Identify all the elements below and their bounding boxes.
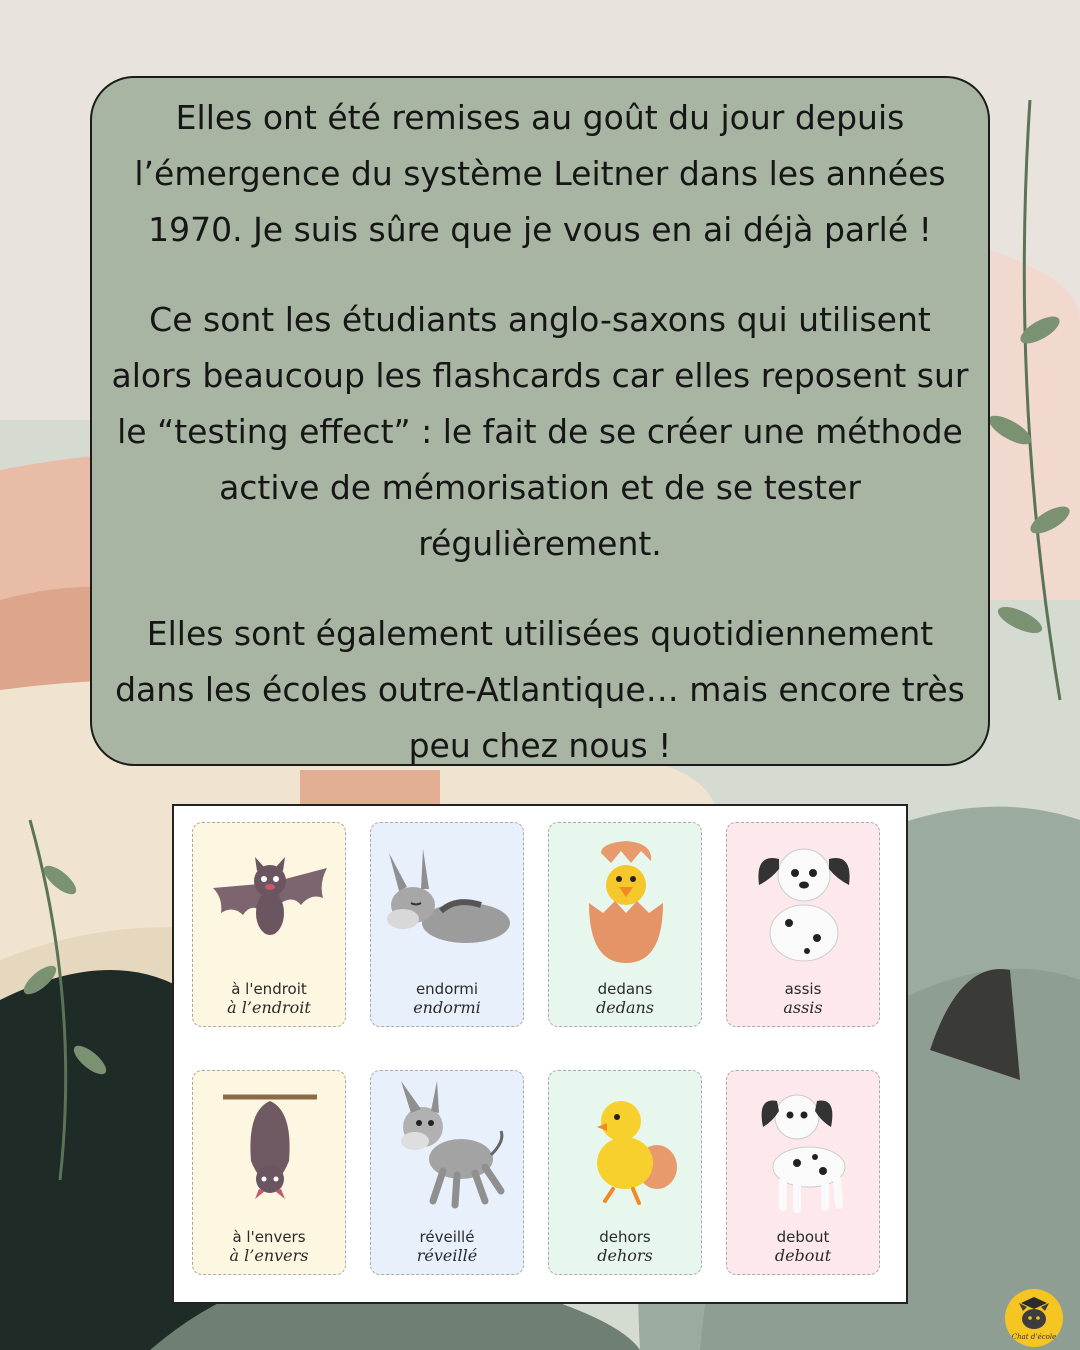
card-label-cursive: dehors bbox=[597, 1246, 653, 1265]
flashcard-endormi bbox=[370, 822, 524, 1027]
chick-outside-icon bbox=[549, 1071, 702, 1221]
bat-hanging-icon bbox=[193, 1071, 346, 1221]
flashcard-dedans bbox=[548, 822, 702, 1027]
logo-text: Chat d’école bbox=[1011, 1333, 1057, 1341]
card-label: endormi bbox=[415, 980, 479, 998]
paragraph-testing-effect: Ce sont les étudiants anglo-saxons qui utilisent alors beaucoup les flashcards car elles reposent sur le “testing effect” : le fait de se créer une méthode active de mémorisation et de se tester régulièrement. bbox=[111, 300, 969, 563]
card-label-cursive: à l’envers bbox=[229, 1246, 309, 1265]
sleeping-donkey-icon bbox=[371, 823, 524, 973]
card-label: réveillé bbox=[419, 1228, 475, 1246]
card-label: dehors bbox=[599, 1228, 651, 1246]
bat-upright-icon bbox=[193, 823, 346, 973]
card-label-cursive: endormi bbox=[413, 998, 481, 1017]
card-label-cursive: réveillé bbox=[416, 1246, 478, 1265]
flashcard-dehors bbox=[548, 1070, 702, 1275]
brand-logo bbox=[1005, 1289, 1063, 1347]
paragraph-history: Elles ont été remises au goût du jour depuis l’émergence du système Leitner dans les années 1970. Je suis sûre que je vous en ai déjà parlé ! bbox=[134, 98, 946, 249]
flashcard-a-l-envers bbox=[192, 1070, 346, 1275]
flashcard-debout bbox=[726, 1070, 880, 1275]
card-label: dedans bbox=[597, 980, 653, 998]
sitting-dalmatian-icon bbox=[727, 823, 880, 973]
card-label-cursive: debout bbox=[774, 1246, 832, 1265]
card-label-cursive: à l’endroit bbox=[227, 998, 311, 1017]
standing-dalmatian-icon bbox=[727, 1071, 880, 1221]
flashcard-reveille bbox=[370, 1070, 524, 1275]
flashcard-a-l-endroit bbox=[192, 822, 346, 1027]
card-label-cursive: assis bbox=[783, 998, 823, 1017]
card-label: assis bbox=[784, 980, 822, 998]
paragraph-schools: Elles sont également utilisées quotidiennement dans les écoles outre-Atlantique… mais encore très peu chez nous ! bbox=[115, 614, 965, 765]
card-label: à l'endroit bbox=[231, 980, 307, 998]
text-card bbox=[90, 76, 990, 766]
chick-in-egg-icon bbox=[549, 823, 702, 973]
card-label: debout bbox=[776, 1228, 830, 1246]
flashcard-assis bbox=[726, 822, 880, 1027]
card-label-cursive: dedans bbox=[595, 998, 654, 1017]
awake-donkey-icon bbox=[371, 1071, 524, 1221]
flashcards-sheet bbox=[172, 804, 908, 1304]
card-label: à l'envers bbox=[232, 1228, 306, 1246]
